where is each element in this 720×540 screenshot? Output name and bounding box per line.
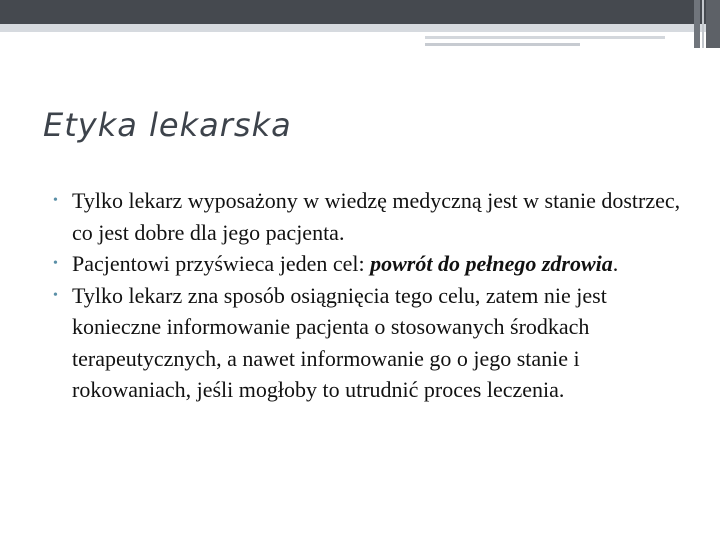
header-accent-line-short [425, 43, 580, 46]
bullet-text: Pacjentowi przyświeca jeden cel: [72, 251, 371, 276]
slide-title: Etyka lekarska [43, 106, 292, 144]
bullet-text: Tylko lekarz zna sposób osiągnięcia tego celu, zatem nie jest konieczne informowanie pacjenta o stosowanych środkach terapeutycznych, a nawet informowanie go o jego stanie i rokowaniach, jeśli mogłoby to utrudnić proces leczenia. [72, 282, 607, 402]
header-band-dark [0, 0, 720, 24]
corner-stripe-light [702, 0, 704, 48]
bullet-icon: • [53, 287, 58, 303]
bullet-emphasis: powrót do pełnego zdrowia [370, 251, 613, 276]
bullet-list [53, 185, 681, 406]
bullet-icon: • [53, 256, 58, 271]
corner-stripe-dark [706, 0, 720, 48]
header-band-light [0, 24, 720, 32]
bullet-text-end: . [612, 251, 619, 276]
header-accent-line [425, 36, 665, 39]
bullet-item [53, 280, 681, 406]
bullet-icon: • [53, 193, 58, 208]
bullet-item [53, 185, 681, 248]
bullet-item [53, 248, 681, 280]
bullet-text: Tylko lekarz wyposażony w wiedzę medyczną jest w stanie dostrzec, co jest dobre dla jego pacjenta. [72, 188, 681, 245]
corner-stripe [694, 0, 700, 48]
